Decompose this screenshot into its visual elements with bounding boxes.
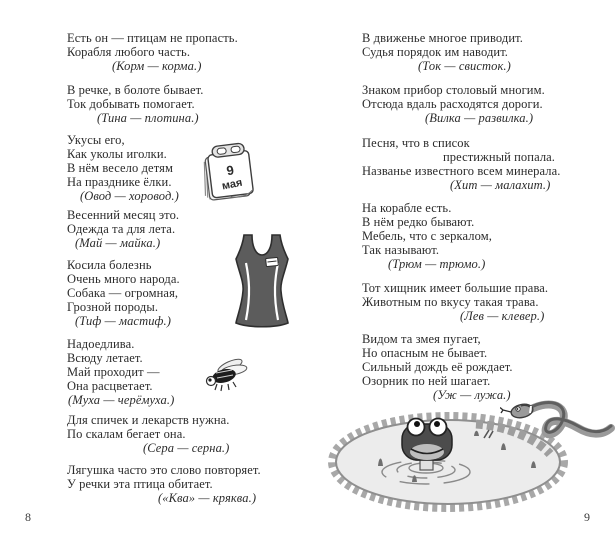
riddle-answer: (Муха — черёмуха.) [68, 393, 175, 407]
riddle-line: Надоедлива. [67, 337, 135, 351]
riddle-line: В нём весело детям [67, 161, 173, 175]
riddle-line: На празднике ёлки. [67, 175, 172, 189]
riddle-answer: (Май — майка.) [75, 236, 161, 250]
riddle-answer: (Уж — лужа.) [433, 388, 511, 402]
riddle-line: Знаком прибор столовый многим. [362, 83, 545, 97]
riddle-block [362, 201, 492, 271]
riddle-line: Ток добывать помогает. [67, 97, 195, 111]
riddle-block [67, 463, 261, 505]
riddle-block [362, 136, 561, 192]
riddle-line: Названье известного всем минерала. [362, 164, 561, 178]
riddle-line: Мебель, что с зеркалом, [362, 229, 492, 243]
riddle-line: Отсюда вдаль расходятся дороги. [362, 97, 543, 111]
riddle-answer: (Сера — серна.) [143, 441, 230, 455]
riddle-line: Песня, что в список [362, 136, 470, 150]
riddle-line: У речки эта птица обитает. [67, 477, 213, 491]
riddle-line: Укусы его, [67, 133, 125, 147]
calendar-day-label: 9 [225, 162, 236, 179]
riddle-answer: (Тина — плотина.) [97, 111, 199, 125]
riddle-line: Косила болезнь [67, 258, 152, 272]
riddle-line: Судья порядок им наводит. [362, 45, 509, 59]
riddle-answer: (Тиф — мастиф.) [75, 314, 172, 328]
riddle-line: Очень много народа. [67, 272, 180, 286]
riddle-line: престижный попала. [443, 150, 556, 164]
riddle-line: Есть он — птицам не пропасть. [67, 31, 238, 45]
riddle-line: На корабле есть. [362, 201, 452, 215]
riddle-line: Май проходит — [67, 365, 160, 379]
riddle-line: Тот хищник имеет большие права. [362, 281, 549, 295]
riddle-line: Озорник по ней шагает. [362, 374, 491, 388]
riddle-line: Как уколы иголки. [67, 147, 167, 161]
riddle-answer: (Лев — клевер.) [460, 309, 545, 323]
page-number-right: 9 [584, 510, 590, 524]
page-number-left: 8 [25, 510, 31, 524]
riddle-line: Всюду летает. [67, 351, 143, 365]
riddle-answer: (Корм — корма.) [112, 59, 202, 73]
riddle-line: Весенний месяц это. [67, 208, 180, 222]
riddle-line: Лягушка часто это слово повторяет. [67, 463, 261, 477]
riddle-block [67, 337, 174, 407]
riddle-answer: (Ток — свисток.) [418, 59, 511, 73]
riddle-line: Грозной породы. [67, 300, 159, 314]
riddle-line: Животным по вкусу такая трава. [362, 295, 539, 309]
riddle-answer: (Трюм — трюмо.) [388, 257, 486, 271]
riddle-answer: (Вилка — развилка.) [425, 111, 534, 125]
tank-top-icon [228, 232, 296, 332]
riddle-line: Для спичек и лекарств нужна. [67, 413, 230, 427]
riddle-line: Собака — огромная, [67, 286, 179, 300]
riddle-answer: (Хит — малахит.) [450, 178, 551, 192]
riddle-line: В движенье многое приводит. [362, 31, 523, 45]
riddle-block [67, 83, 203, 125]
riddle-block [362, 83, 545, 125]
riddle-answer: (Овод — хоровод.) [80, 189, 179, 203]
fly-icon [203, 355, 249, 395]
riddle-block [67, 208, 179, 250]
riddle-block [67, 31, 238, 73]
riddle-block [67, 413, 230, 455]
riddle-block [67, 133, 179, 203]
riddle-line: Сильный дождь её рождает. [362, 360, 513, 374]
riddle-block [362, 332, 513, 402]
calendar-month-label: мая [220, 176, 244, 193]
riddle-line: В нём редко бывают. [362, 215, 475, 229]
riddle-block [67, 258, 180, 328]
tear-off-calendar-icon [193, 139, 263, 209]
riddle-line: Видом та змея пугает, [362, 332, 481, 346]
riddle-line: Так называют. [362, 243, 440, 257]
riddle-block [362, 281, 548, 323]
riddle-answer: («Ква» — кряква.) [158, 491, 257, 505]
riddle-block [362, 31, 523, 73]
riddle-line: Но опасным не бывает. [362, 346, 488, 360]
riddle-line: Она расцветает. [67, 379, 153, 393]
riddle-line: По скалам бегает она. [67, 427, 186, 441]
riddle-line: В речке, в болоте бывает. [67, 83, 204, 97]
riddle-line: Одежда та для лета. [67, 222, 176, 236]
snake-icon [500, 396, 616, 458]
riddle-line: Корабля любого часть. [67, 45, 191, 59]
